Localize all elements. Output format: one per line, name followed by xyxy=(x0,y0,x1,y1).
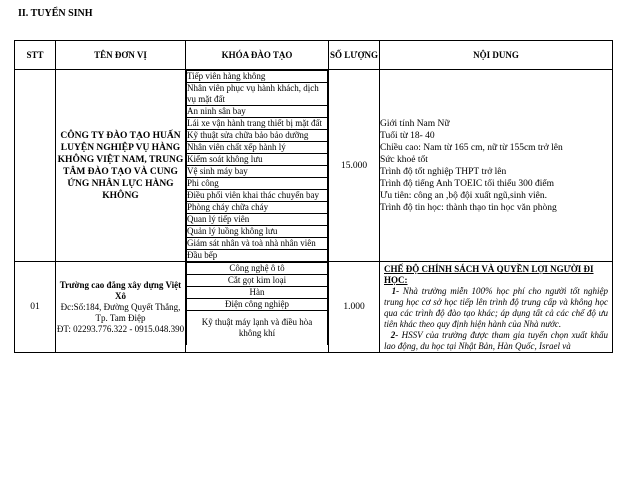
row1-requirements xyxy=(380,70,613,262)
policy-item-2 xyxy=(384,330,608,352)
requirement-item: Trình độ tin học: thành thạo tin học văn phòng xyxy=(380,202,557,213)
course-item: Đầu bếp xyxy=(187,250,328,262)
row2-stt: 01 xyxy=(15,262,56,353)
course-item: Cắt gọt kim loại xyxy=(187,275,328,287)
course-item: Lái xe vận hành trang thiết bị mặt đất xyxy=(187,118,328,130)
course-item: Vệ sinh máy bay xyxy=(187,166,328,178)
requirement-item: Trình độ tiếng Anh TOEIC tối thiểu 300 điểm xyxy=(380,178,554,189)
course-item: Phòng cháy chữa cháy xyxy=(187,202,328,214)
school-phone: ĐT: 02293.776.322 - 0915.048.390 xyxy=(56,323,185,334)
school-address: Đc:Số:184, Đường Quyết Thắng, Tp. Tam Điệp xyxy=(60,301,181,323)
course-item: Kiểm soát không lưu xyxy=(187,154,328,166)
course-item: Điện công nghiệp xyxy=(187,299,328,311)
header-content: NỘI DUNG xyxy=(380,41,613,70)
requirement-item: Ưu tiên: công an ,bộ đội xuất ngũ,sinh viên. xyxy=(380,190,548,201)
recruitment-table xyxy=(14,40,613,353)
course-item: Nhân viên chất xếp hành lý xyxy=(187,142,328,154)
table-row xyxy=(15,262,613,353)
header-qty: SỐ LƯỢNG xyxy=(329,41,380,70)
school-name: Trường cao đẳng xây dựng Việt Xô xyxy=(59,279,182,301)
policy-2-text: HSSV của trường được tham gia tuyển chọn xuất khẩu lao động, du học tại Nhật Bản, Hàn Quốc, Israel và xyxy=(384,330,609,351)
policy-item-1 xyxy=(384,286,608,330)
course-item: Hàn xyxy=(187,287,328,299)
course-item: An ninh sân bay xyxy=(187,106,328,118)
header-course: KHÓA ĐÀO TẠO xyxy=(186,41,329,70)
course-item: Giám sát nhân và toà nhà nhân viên xyxy=(187,238,328,250)
course-item: Phi công xyxy=(187,178,328,190)
course-item: Quan lý tiếp viên xyxy=(187,214,328,226)
header-unit: TÊN ĐƠN VỊ xyxy=(56,41,186,70)
policy-title: CHẾ ĐỘ CHÍNH SÁCH VÀ QUYỀN LỢI NGƯỜI ĐI HỌC: xyxy=(384,264,594,285)
row1-courses xyxy=(186,70,329,262)
course-item: Quản lý luồng không lưu xyxy=(187,226,328,238)
requirement-item: Tuổi từ 18- 40 xyxy=(380,130,435,141)
row1-qty: 15.000 xyxy=(329,70,380,262)
row1-stt xyxy=(15,70,56,262)
row2-unit xyxy=(56,262,186,353)
header-stt: STT xyxy=(15,41,56,70)
course-item: Tiếp viên hàng không xyxy=(187,71,328,83)
row2-qty: 1.000 xyxy=(329,262,380,353)
requirement-item: Trình độ tốt nghiệp THPT trở lên xyxy=(380,166,507,177)
requirement-item: Giới tính Nam Nữ xyxy=(380,118,450,129)
policy-1-text: Nhà trường miễn 100% học phí cho người tốt nghiệp trung học cơ sở học tiếp lên trình độ trung cấp và không học qua các trình độ đào tạo khác; áp dụng tất cả các chế độ ưu tiên khác theo quy định hiện hành của Nhà nước. xyxy=(384,286,609,329)
table-row xyxy=(15,70,613,262)
requirement-item: Sức khoẻ tốt xyxy=(380,154,428,165)
policy-2-number: 2- xyxy=(390,330,399,340)
course-item: Nhân viên phục vụ hành khách, dịch vụ mặt đất xyxy=(187,83,328,106)
row2-courses xyxy=(186,262,329,353)
course-item: Công nghệ ô tô xyxy=(187,263,328,275)
row1-unit: CÔNG TY ĐÀO TẠO HUẤN LUYỆN NGHIỆP VỤ HÀNG KHÔNG VIỆT NAM, TRUNG TÂM ĐÀO TẠO VÀ CUNG ỨNG NHÂN LỰC HÀNG KHÔNG xyxy=(56,70,186,262)
course-item: Kỹ thuật máy lạnh và điều hòa không khí xyxy=(187,311,328,346)
requirement-item: Chiều cao: Nam từ 165 cm, nữ từ 155cm trở lên xyxy=(380,142,563,153)
course-item: Điều phối viên khai thác chuyến bay xyxy=(187,190,328,202)
section-title: II. TUYỂN SINH xyxy=(18,8,93,19)
course-item: Kỹ thuật sửa chữa bảo bảo dưỡng xyxy=(187,130,328,142)
header-row xyxy=(15,41,613,70)
row2-policy xyxy=(380,262,613,353)
policy-1-number: 1- xyxy=(391,286,400,296)
